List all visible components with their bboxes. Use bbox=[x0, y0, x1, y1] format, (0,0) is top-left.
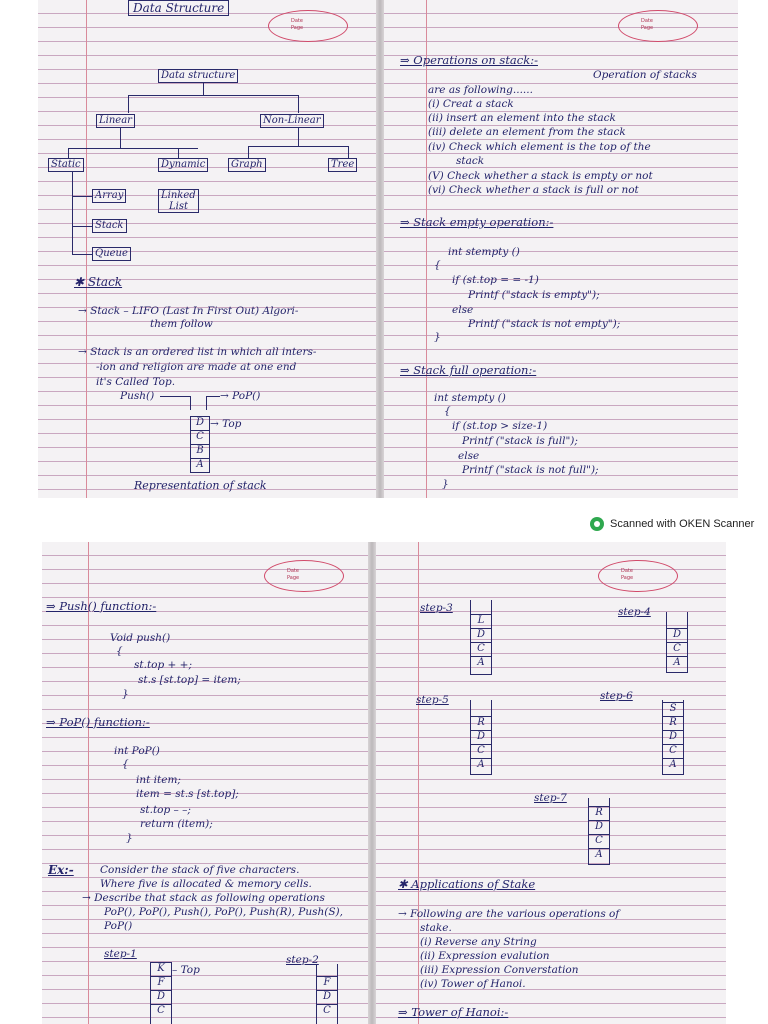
op-item: (ii) insert an element into the stack bbox=[428, 112, 616, 124]
stack-cell: D bbox=[589, 820, 609, 833]
code-line: else bbox=[458, 450, 480, 462]
stack-cell: C bbox=[471, 642, 491, 655]
code-line: { bbox=[444, 405, 451, 417]
step-label: step-1 bbox=[104, 948, 137, 960]
tree-root: Data structure bbox=[158, 69, 238, 83]
text-line: (iv) Tower of Hanoi. bbox=[420, 978, 526, 990]
op-item: (iv) Check which element is the top of the bbox=[428, 141, 651, 153]
step1-stack bbox=[150, 962, 172, 1024]
stack-cell: R bbox=[589, 806, 609, 819]
code-line: if (st.top = = -1) bbox=[452, 274, 539, 286]
scanner-logo-icon bbox=[590, 517, 604, 531]
code-line: } bbox=[126, 832, 133, 844]
step-label: step-5 bbox=[416, 694, 449, 706]
tree-array: Array bbox=[92, 189, 126, 203]
text-line: Operation of stacks bbox=[593, 69, 697, 81]
text-line: Consider the stack of five characters. bbox=[100, 864, 300, 876]
code-line: int item; bbox=[136, 774, 181, 786]
code-line: Void push() bbox=[110, 632, 171, 644]
tree-static: Static bbox=[48, 158, 84, 172]
stack-cell: F bbox=[151, 976, 171, 989]
code-line: return (item); bbox=[140, 818, 213, 830]
tree-dynamic: Dynamic bbox=[158, 158, 208, 172]
code-line: { bbox=[434, 259, 441, 271]
stack-cell: D bbox=[663, 730, 683, 743]
code-line: st.s [st.top] = item; bbox=[138, 674, 241, 686]
code-line: int PoP() bbox=[114, 745, 160, 757]
text-line: -ion and religion are made at one end bbox=[96, 361, 297, 373]
text-line: → Stack is an ordered list in which all inters- bbox=[78, 346, 317, 358]
date-box: Date Page bbox=[598, 560, 678, 592]
scanner-watermark: Scanned with OKEN Scanner bbox=[610, 518, 755, 530]
margin-line bbox=[426, 0, 427, 498]
step7-stack bbox=[588, 798, 610, 865]
text-line: (iii) Expression Converstation bbox=[420, 964, 579, 976]
margin-line bbox=[86, 0, 87, 498]
step-label: step-6 bbox=[600, 690, 633, 702]
step3-stack bbox=[470, 600, 492, 675]
tree-queue: Queue bbox=[92, 247, 131, 261]
stack-cell: C bbox=[663, 744, 683, 757]
push-function-heading: ⇒ Push() function:- bbox=[46, 599, 157, 613]
text-line: PoP(), PoP(), Push(), PoP(), Push(R), Push(S), bbox=[104, 906, 343, 918]
tower-heading: ⇒ Tower of Hanoi:- bbox=[398, 1005, 509, 1019]
step-label: step-2 bbox=[286, 954, 319, 966]
stack-cell: D bbox=[471, 628, 491, 641]
code-line: Printf ("stack is full"); bbox=[462, 435, 578, 447]
stack-cell: A bbox=[471, 656, 491, 669]
code-line: } bbox=[442, 478, 449, 490]
op-item: stack bbox=[456, 155, 485, 167]
stack-cell: C bbox=[471, 744, 491, 757]
step-label: step-7 bbox=[534, 792, 567, 804]
stack-cell: C bbox=[317, 1004, 337, 1017]
text-line: → Describe that stack as following operations bbox=[82, 892, 325, 904]
text-line: → Following are the various operations of bbox=[398, 908, 620, 920]
pop-label: → PoP() bbox=[220, 390, 261, 402]
stack-cell: C bbox=[151, 1004, 171, 1017]
code-line: Printf ("stack is empty"); bbox=[468, 289, 600, 301]
step-label: step-4 bbox=[618, 606, 651, 618]
margin-line bbox=[418, 542, 419, 1024]
stack-cell: C bbox=[589, 834, 609, 847]
date-box: Date Page bbox=[268, 10, 348, 42]
stack-cell: F bbox=[317, 976, 337, 989]
scan-top bbox=[38, 0, 738, 498]
step6-stack bbox=[662, 700, 684, 775]
code-line: } bbox=[122, 688, 129, 700]
applications-heading: ✱ Applications of Stake bbox=[398, 877, 536, 891]
pop-function-heading: ⇒ PoP() function:- bbox=[46, 715, 150, 729]
page-gutter bbox=[376, 0, 384, 498]
text-line: are as following...... bbox=[428, 84, 533, 96]
tree-nonlinear: Non-Linear bbox=[260, 114, 324, 128]
text-line: → Stack – LIFO (Last In First Out) Algori- bbox=[78, 305, 299, 317]
text-line: them follow bbox=[150, 318, 213, 330]
step4-stack bbox=[666, 612, 688, 673]
code-line: int stempty () bbox=[434, 392, 506, 404]
text-line: it's Called Top. bbox=[96, 376, 176, 388]
stack-caption: Representation of stack bbox=[134, 479, 267, 492]
text-line: Where five is allocated & memory cells. bbox=[100, 878, 312, 890]
stack-cell: A bbox=[663, 758, 683, 771]
text-line: PoP() bbox=[104, 920, 133, 932]
op-item: (vi) Check whether a stack is full or not bbox=[428, 184, 639, 196]
stack-cell: S bbox=[663, 702, 683, 715]
step-label: step-3 bbox=[420, 602, 453, 614]
text-line: stake. bbox=[420, 922, 452, 934]
code-line: Printf ("stack is not full"); bbox=[462, 464, 599, 476]
code-line: else bbox=[452, 304, 474, 316]
code-line: st.top – –; bbox=[140, 804, 191, 816]
code-line: } bbox=[434, 331, 441, 343]
code-line: { bbox=[116, 645, 123, 657]
stack-cell: D bbox=[471, 730, 491, 743]
text-line: (ii) Expression evalution bbox=[420, 950, 550, 962]
full-heading: ⇒ Stack full operation:- bbox=[400, 363, 537, 377]
stack-cell: B bbox=[191, 444, 209, 457]
op-item: (V) Check whether a stack is empty or not bbox=[428, 170, 653, 182]
code-line: if (st.top > size-1) bbox=[452, 420, 548, 432]
op-item: (i) Creat a stack bbox=[428, 98, 514, 110]
stack-cell: A bbox=[191, 458, 209, 471]
stack-cell: R bbox=[663, 716, 683, 729]
margin-line bbox=[88, 542, 89, 1024]
scan-bottom bbox=[42, 542, 726, 1024]
stack-cell: A bbox=[667, 656, 687, 669]
text-line: (i) Reverse any String bbox=[420, 936, 537, 948]
stack-diagram bbox=[190, 416, 210, 473]
tree-graph: Graph bbox=[228, 158, 266, 172]
stack-cell: K bbox=[151, 962, 171, 975]
op-item: (iii) delete an element from the stack bbox=[428, 126, 626, 138]
code-line: st.top + +; bbox=[134, 659, 193, 671]
code-line: item = st.s [st.top]; bbox=[136, 788, 239, 800]
step5-stack bbox=[470, 700, 492, 775]
operations-heading: ⇒ Operations on stack:- bbox=[400, 53, 538, 67]
stack-heading: ✱ Stack bbox=[74, 275, 123, 289]
date-box: Date Page bbox=[618, 10, 698, 42]
stack-cell: R bbox=[471, 716, 491, 729]
page-gutter bbox=[368, 542, 376, 1024]
stack-cell: C bbox=[667, 642, 687, 655]
empty-heading: ⇒ Stack empty operation:- bbox=[400, 215, 554, 229]
code-line: int stempty () bbox=[448, 246, 520, 258]
push-label: Push() bbox=[120, 390, 155, 402]
tree-linear: Linear bbox=[96, 114, 135, 128]
stack-cell: C bbox=[191, 430, 209, 443]
page-title: Data Structure bbox=[128, 0, 229, 16]
tree-linked-list: Linked List bbox=[158, 189, 199, 213]
step2-stack bbox=[316, 964, 338, 1024]
stack-cell: D bbox=[317, 990, 337, 1003]
stack-cell: L bbox=[471, 614, 491, 627]
stack-cell: D bbox=[191, 416, 209, 429]
stack-cell: D bbox=[667, 628, 687, 641]
code-line: Printf ("stack is not empty"); bbox=[468, 318, 621, 330]
stack-cell: A bbox=[589, 848, 609, 861]
code-line: { bbox=[122, 758, 129, 770]
tree-tree: Tree bbox=[328, 158, 357, 172]
example-label: Ex:- bbox=[48, 863, 74, 877]
top-label: → Top bbox=[210, 418, 242, 430]
tree-stack: Stack bbox=[92, 219, 127, 233]
top-label: – Top bbox=[172, 964, 200, 976]
stack-cell: D bbox=[151, 990, 171, 1003]
date-box: Date Page bbox=[264, 560, 344, 592]
stack-cell: A bbox=[471, 758, 491, 771]
